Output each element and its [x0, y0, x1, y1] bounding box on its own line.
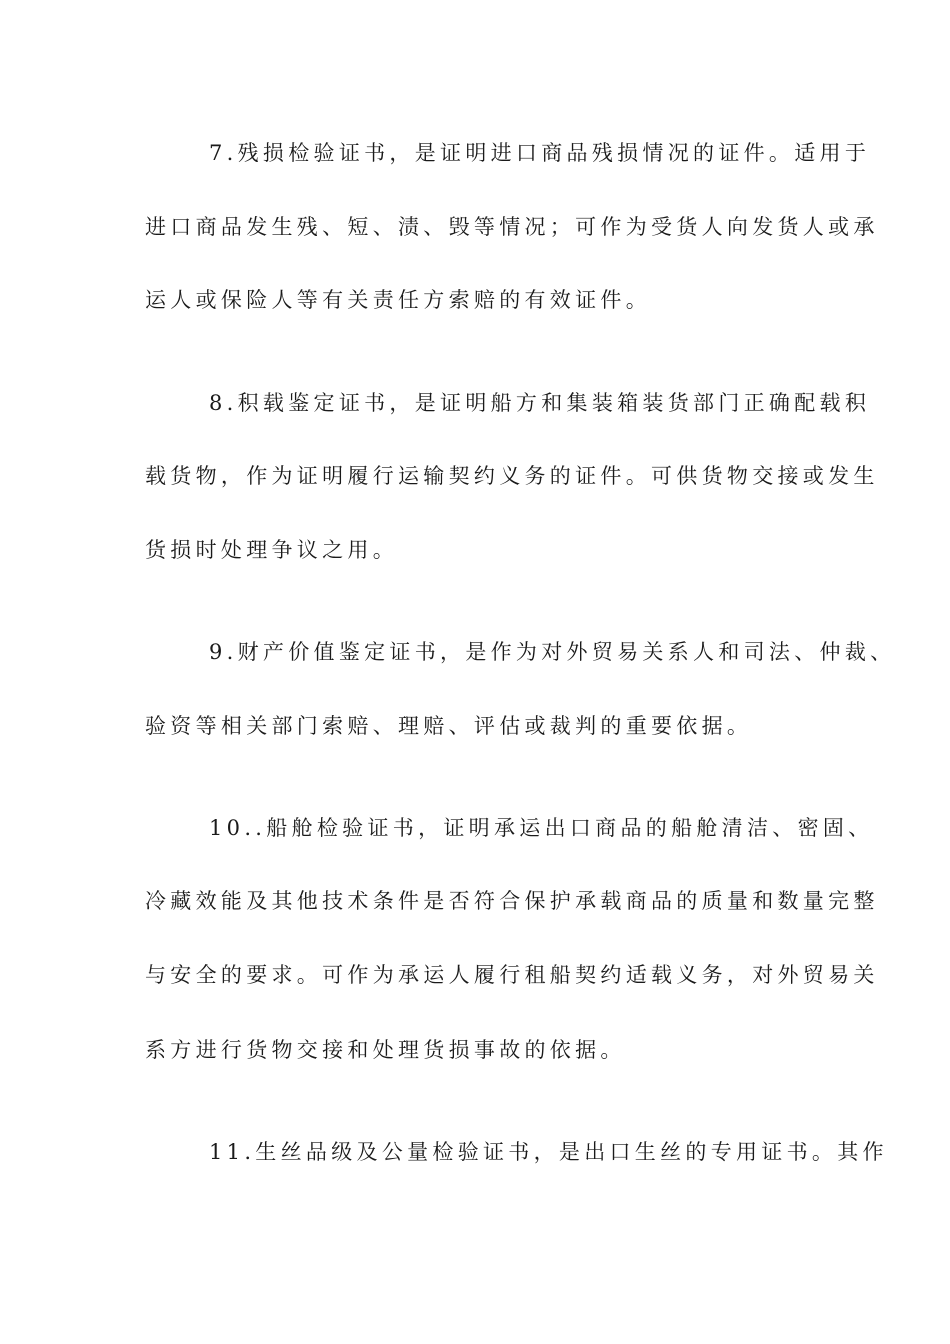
paragraph-9-line-1: 9.财产价值鉴定证书，是作为对外贸易关系人和司法、仲裁、 — [209, 640, 896, 664]
paragraph-7-line-1: 7.残损检验证书，是证明进口商品残损情况的证件。适用于 — [209, 141, 871, 165]
paragraph-10-line-1: 10..船舱检验证书，证明承运出口商品的船舱清洁、密固、 — [209, 816, 874, 840]
paragraph-8-line-2: 载货物，作为证明履行运输契约义务的证件。可供货物交接或发生 — [145, 464, 879, 488]
paragraph-10-line-2: 冷藏效能及其他技术条件是否符合保护承载商品的质量和数量完整 — [145, 889, 879, 913]
paragraph-7-line-3: 运人或保险人等有关责任方索赔的有效证件。 — [145, 288, 651, 312]
paragraph-8-line-3: 货损时处理争议之用。 — [145, 538, 398, 562]
paragraph-10-line-3: 与安全的要求。可作为承运人履行租船契约适载义务，对外贸易关 — [145, 963, 879, 987]
paragraph-8-line-1: 8.积载鉴定证书，是证明船方和集装箱装货部门正确配载积 — [209, 391, 871, 415]
paragraph-9-line-2: 验资等相关部门索赔、理赔、评估或裁判的重要依据。 — [145, 714, 753, 738]
paragraph-11-line-1: 11.生丝品级及公量检验证书，是出口生丝的专用证书。其作 — [209, 1140, 888, 1164]
paragraph-7-line-2: 进口商品发生残、短、渍、毁等情况；可作为受货人向发货人或承 — [145, 215, 879, 239]
paragraph-10-line-4: 系方进行货物交接和处理货损事故的依据。 — [145, 1038, 626, 1062]
